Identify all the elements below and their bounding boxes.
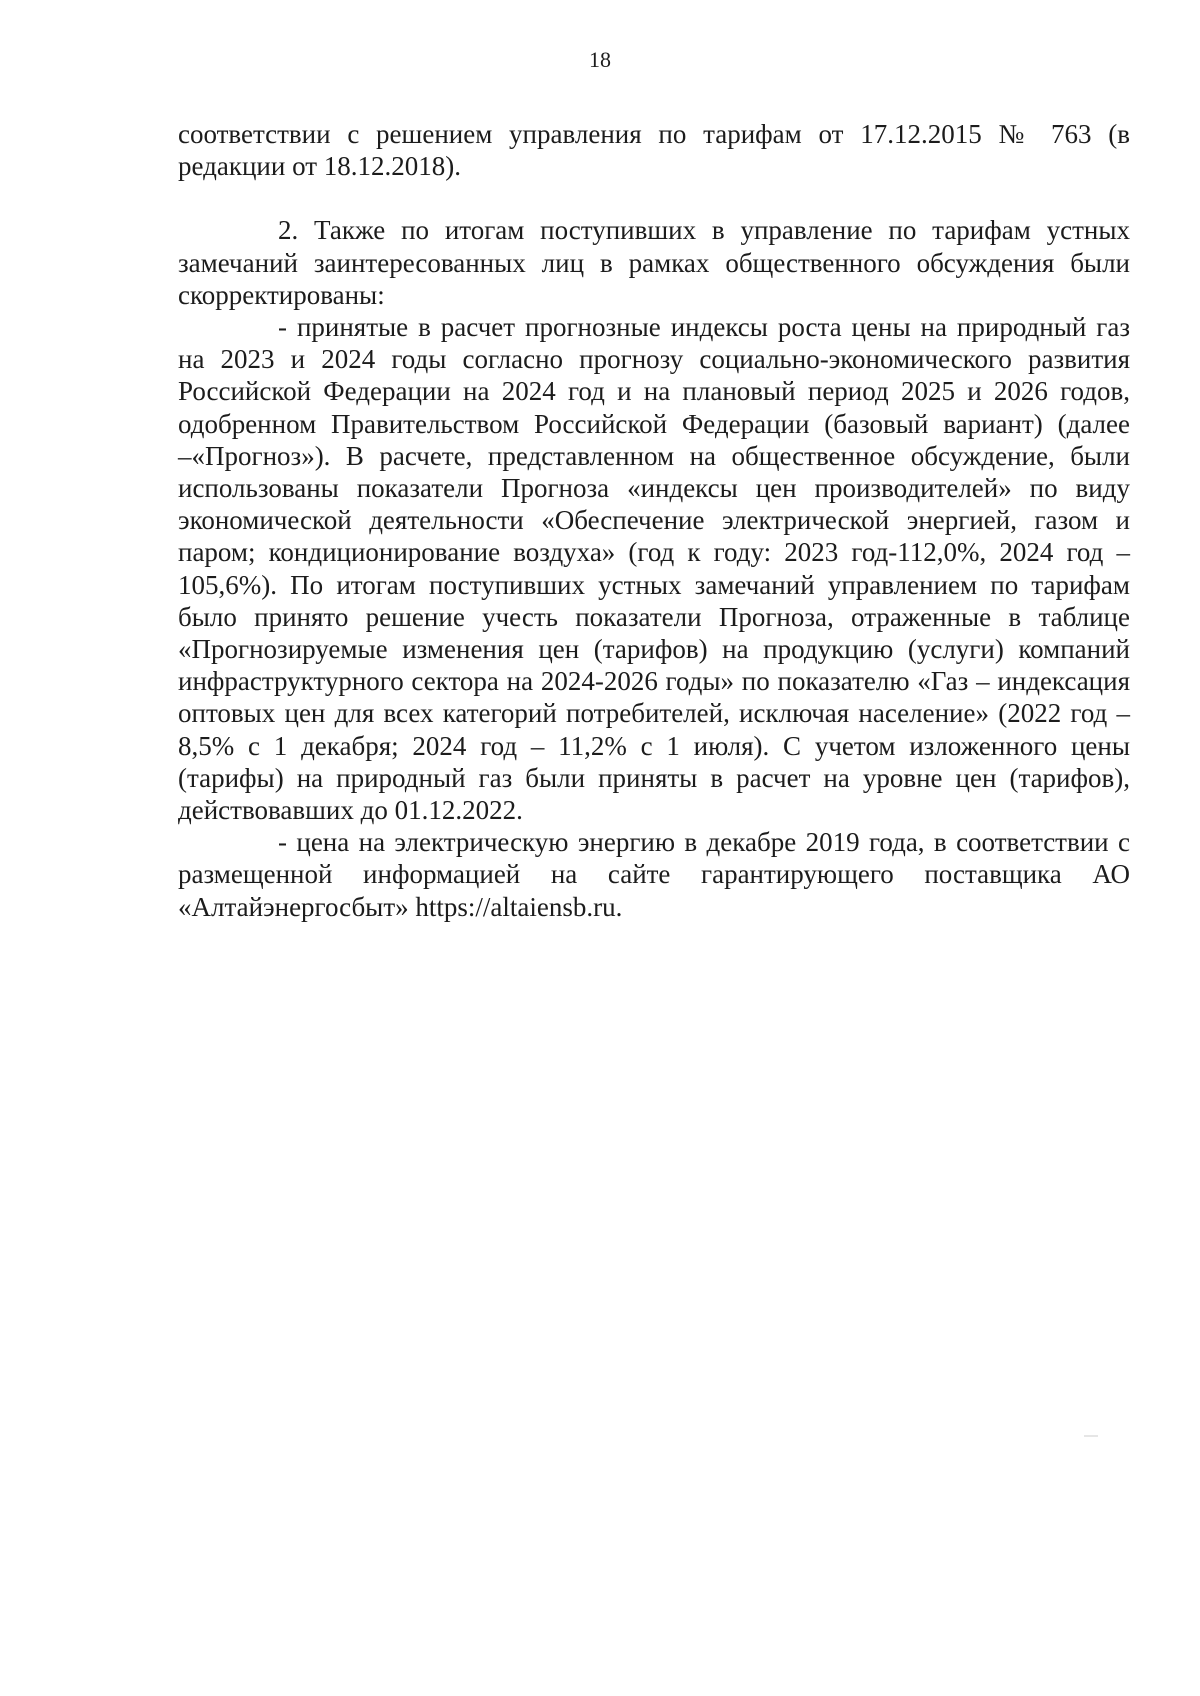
document-body [178, 118, 1130, 923]
paragraph-continuation: соответствии с решением управления по тарифам от 17.12.2015 № 763 (в редакции от 18.12.2018). [178, 119, 1130, 182]
paragraph-item-2: 2. Также по итогам поступивших в управление по тарифам устных замечаний заинтересованных лиц в рамках общественного обсуждения были скорректированы: [178, 215, 1130, 310]
page-number: 18 [589, 47, 611, 72]
paragraph-gas-price-indices: - принятые в расчет прогнозные индексы роста цены на природный газ на 2023 и 2024 годы согласно прогнозу социально-экономического развития Российской Федерации на 2024 год и на плановый период 2025 и 2026 годов, одобренном Правительством Российской Федерации (базовый вариант) (далее –«Прогноз»). В расчете, представленном на общественное обсуждение, были использованы показатели Прогноза «индексы цен производителей» по виду экономической деятельности «Обеспечение электрической энергией, газом и паром; кондиционирование воздуха» (год к году: 2023 год-112,0%, 2024 год – 105,6%). По итогам поступивших устных замечаний управлением по тарифам было принято решение учесть показатели Прогноза, отраженные в таблице «Прогнозируемые изменения цен (тарифов) на продукцию (услуги) компаний инфраструктурного сектора на 2024-2026 годы» по показателю «Газ – индексация оптовых цен для всех категорий потребителей, исключая население» (2022 год – 8,5% с 1 декабря; 2024 год – 11,2% с 1 июля). С учетом изложенного цены (тарифы) на природный газ были приняты в расчет на уровне цен (тарифов), действовавших до 01.12.2022. [178, 312, 1130, 826]
scan-artifact [1084, 1435, 1098, 1437]
paragraph-electricity-price: - цена на электрическую энергию в декабре 2019 года, в соответствии с размещенной информацией на сайте гарантирующего поставщика АО «Алтайэнергосбыт» https://altaiensb.ru. [178, 827, 1130, 922]
